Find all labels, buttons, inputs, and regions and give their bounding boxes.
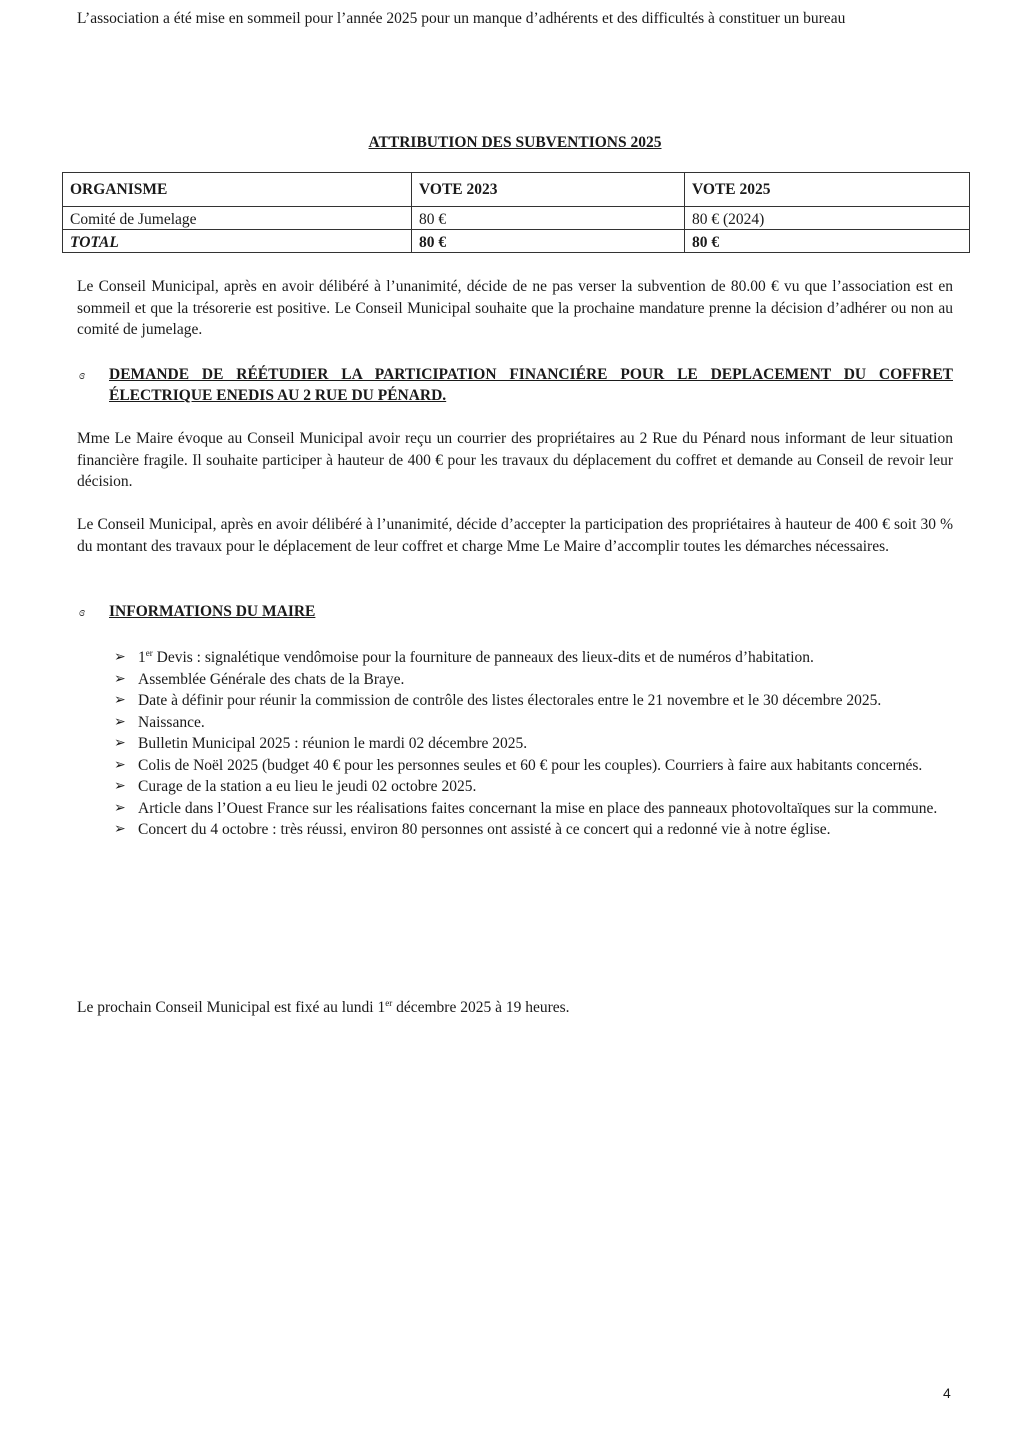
- list-item: ➢ 1er Devis : signalétique vendômoise pour la fourniture de panneaux des lieux-dits et de numéros d’habitation.: [114, 647, 953, 669]
- list-item: ➢ Colis de Noël 2025 (budget 40 € pour les personnes seules et 60 € pour les couples). Courriers à faire aux habitants concernés.: [114, 755, 953, 777]
- list-item: ➢ Curage de la station a eu lieu le jeudi 02 octobre 2025.: [114, 776, 953, 798]
- table-row: [63, 207, 970, 230]
- arrow-bullet-icon: ➢: [114, 779, 126, 794]
- list-item: ➢ Date à définir pour réunir la commission de contrôle des listes électorales entre le 21 novembre et le 30 décembre 2025.: [114, 690, 953, 712]
- section-heading-text: INFORMATIONS DU MAIRE: [109, 603, 316, 620]
- list-item: ➢ Assemblée Générale des chats de la Braye.: [114, 669, 953, 691]
- enedis-request-paragraph: Mme Le Maire évoque au Conseil Municipal avoir reçu un courrier des propriétaires au 2 Rue du Pénard nous informant de leur situation financière fragile. Il souhaite participer à hauteur de 400 € pour les travaux du déplacement du coffret et demande au Conseil de revoir leur décision.: [77, 430, 953, 490]
- enedis-decision-paragraph: Le Conseil Municipal, après en avoir délibéré à l’unanimité, décide d’accepter la participation des propriétaires à hauteur de 400 € soit 30 % du montant des travaux pour le déplacement de leur coffret et charge Mme Le Maire d’accomplir toutes les démarches nécessaires.: [77, 516, 953, 555]
- table-total-row: [63, 230, 970, 253]
- cell-vote-2025: 80 € (2024): [685, 207, 970, 230]
- section-heading-informations: [77, 601, 953, 622]
- list-item: ➢ Naissance.: [114, 712, 953, 734]
- subsidies-table: [62, 172, 970, 253]
- section-heading-enedis: [77, 364, 953, 406]
- page-number: 4: [943, 1385, 951, 1401]
- arrow-bullet-icon: ➢: [114, 736, 126, 751]
- arrow-bullet-icon: ➢: [114, 822, 126, 837]
- header-vote-2023: VOTE 2023: [412, 173, 685, 207]
- list-item: ➢ Concert du 4 octobre : très réussi, environ 80 personnes ont assisté à ce concert qui a redonné vie à notre église.: [114, 819, 953, 841]
- section-marker-icon: ɞ: [79, 367, 86, 382]
- subsidies-title: ATTRIBUTION DES SUBVENTIONS 2025: [368, 134, 662, 151]
- total-vote-2025: 80 €: [685, 230, 970, 253]
- header-vote-2025: VOTE 2025: [685, 173, 970, 207]
- intro-paragraph: L’association a été mise en sommeil pour l’année 2025 pour un manque d’adhérents et des difficultés à constituer un bureau: [77, 10, 846, 27]
- cell-vote-2023: 80 €: [412, 207, 685, 230]
- section-heading-text: DEMANDE DE RÉÉTUDIER LA PARTICIPATION FINANCIÉRE POUR LE DEPLACEMENT DU COFFRET ÉLECTRIQUE ENEDIS AU 2 RUE DU PÉNARD.: [109, 366, 953, 404]
- arrow-bullet-icon: ➢: [114, 671, 126, 687]
- total-label: TOTAL: [63, 230, 412, 253]
- section-marker-icon: ɞ: [79, 604, 86, 619]
- cell-organisme: Comité de Jumelage: [63, 207, 412, 230]
- next-meeting-paragraph: Le prochain Conseil Municipal est fixé au lundi 1er décembre 2025 à 19 heures.: [77, 998, 570, 1016]
- arrow-bullet-icon: ➢: [114, 757, 126, 773]
- total-vote-2023: 80 €: [412, 230, 685, 253]
- arrow-bullet-icon: ➢: [114, 693, 126, 708]
- header-organisme: ORGANISME: [63, 173, 412, 207]
- arrow-bullet-icon: ➢: [114, 800, 126, 816]
- decision-paragraph: Le Conseil Municipal, après en avoir délibéré à l’unanimité, décide de ne pas verser la subvention de 80.00 € vu que l’association est en sommeil et que la trésorerie est positive. Le Conseil Municipal souhaite que la prochaine mandature prenne la décision d’adhérer ou non au comité de jumelage.: [77, 278, 953, 338]
- list-item: ➢ Article dans l’Ouest France sur les réalisations faites concernant la mise en place des panneaux photovoltaïques sur la commune.: [114, 798, 953, 820]
- table-header-row: [63, 173, 970, 207]
- mayor-info-list: [114, 647, 953, 841]
- arrow-bullet-icon: ➢: [114, 714, 126, 730]
- arrow-bullet-icon: ➢: [114, 650, 126, 665]
- list-item: ➢ Bulletin Municipal 2025 : réunion le mardi 02 décembre 2025.: [114, 733, 953, 755]
